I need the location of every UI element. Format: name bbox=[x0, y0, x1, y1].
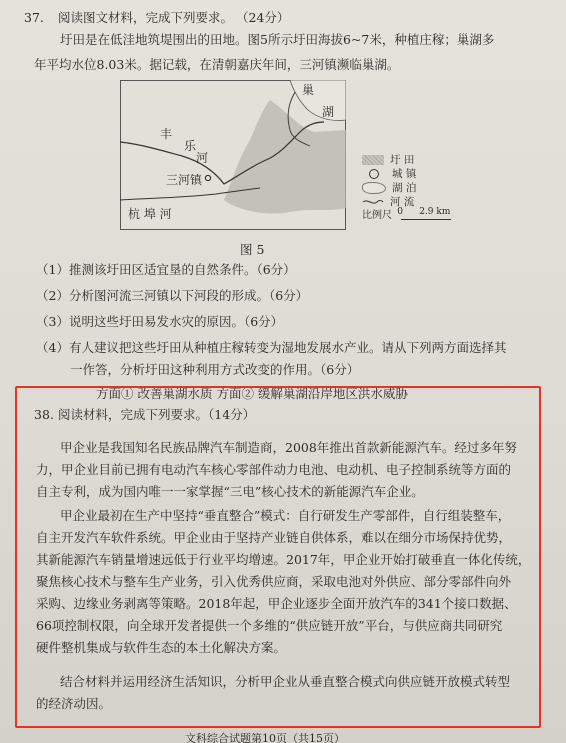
page-footer: 文科综合试题第10页（共15页） bbox=[185, 732, 345, 743]
q37-number: 37. bbox=[24, 10, 44, 25]
map-label-town: 三河镇 bbox=[166, 173, 203, 187]
map-label-river-3: 河 bbox=[196, 151, 209, 165]
q38-title: 阅读材料，完成下列要求。（14分） bbox=[58, 407, 256, 422]
q37-question-4b: 一作答，分析圩田这种利用方式改变的作用。（6分） bbox=[70, 362, 360, 377]
q38-line-11: 结合材料并运用经济生活知识，分析甲企业从垂直整合模式向供应链开放模式转型 bbox=[60, 674, 511, 689]
town-circle-icon bbox=[369, 169, 379, 179]
q38-line-1: 甲企业是我国知名民族品牌汽车制造商，2008年推出首款新能源汽车。经过多年努 bbox=[60, 440, 517, 455]
q37-options: 方面① 改善巢湖水质 方面② 缓解巢湖沿岸地区洪水威胁 bbox=[96, 386, 408, 401]
q38-line-5: 自主开发汽车软件系统。甲企业由于坚持产业链自供体系，难以在细分市场保持优势， bbox=[36, 530, 512, 545]
q38-line-8: 采购、边缘业务剥离等策略。2018年起，甲企业逐步全面开放汽车的341个接口数据、 bbox=[36, 596, 517, 611]
legend-river: 河 流 bbox=[362, 194, 414, 209]
q38-line-2: 力，甲企业目前已拥有电动汽车核心零部件动力电池、电动机、电子控制系统等方面的 bbox=[36, 462, 512, 477]
river-line-icon bbox=[362, 197, 384, 207]
map-label-lake-2: 湖 bbox=[322, 105, 335, 119]
lake-outline-icon bbox=[362, 182, 386, 194]
scale-value: 2.9 km bbox=[419, 206, 451, 217]
map-label-canal: 杭 埠 河 bbox=[128, 207, 172, 221]
q37-question-3: （3）说明这些圩田易发水灾的原因。（6分） bbox=[36, 314, 284, 329]
q37-points: （24分） bbox=[236, 10, 290, 25]
q37-title: 阅读图文材料，完成下列要求。 bbox=[58, 10, 234, 25]
legend-lake: 湖 泊 bbox=[362, 180, 416, 195]
scale-bar bbox=[395, 206, 455, 223]
q37-intro-line-1: 圩田是在低洼地筑堤围出的田地。图5所示圩田海拔6~7米，种植庄稼；巢湖多 bbox=[60, 32, 495, 47]
scale-zero: 0 bbox=[397, 206, 403, 217]
map-label-river-2: 乐 bbox=[184, 139, 197, 153]
figure-caption: 图 5 bbox=[240, 242, 265, 257]
q38-line-12: 的经济动因。 bbox=[36, 696, 112, 711]
q38-line-4: 甲企业最初在生产中坚持“垂直整合”模式：自行研发生产零部件，自行组装整车， bbox=[60, 508, 511, 523]
q37-intro-line-2: 年平均水位8.03米。据记载，在清朝嘉庆年间，三河镇濒临巢湖。 bbox=[34, 57, 400, 72]
q38-line-7: 聚焦核心技术与整车生产业务，引入优秀供应商，采取电池对外供应、部分零部件向外 bbox=[36, 574, 512, 589]
map-label-lake-1: 巢 bbox=[302, 83, 315, 97]
map-label-river-1: 丰 bbox=[160, 127, 173, 141]
q38-number: 38. bbox=[34, 407, 54, 422]
scale-line bbox=[401, 219, 451, 220]
polder-hatch-icon bbox=[362, 155, 384, 165]
q38-line-6: 其新能源汽车销量增速远低于行业平均增速。2017年，甲企业开始打破垂直一体化传统， bbox=[36, 552, 531, 567]
q38-line-9: 66项控制权限，向全球开发者提供一个多维的“供应链开放”平台，与供应商共同研究 bbox=[36, 618, 503, 633]
q38-line-10: 硬件整机集成与软件生态的本土化解决方案。 bbox=[36, 640, 287, 655]
q37-question-2: （2）分析图河流三河镇以下河段的形成。（6分） bbox=[36, 288, 309, 303]
q37-question-4a: （4）有人建议把这些圩田从种植庄稼转变为湿地发展水产业。请从下列两方面选择其 bbox=[36, 340, 507, 355]
q37-question-1: （1）推测该圩田区适宜垦的自然条件。（6分） bbox=[36, 262, 296, 277]
scale-label: 比例尺 bbox=[362, 210, 392, 221]
legend-polder: 圩 田 bbox=[362, 152, 414, 167]
q38-line-3: 自主专利，成为国内唯一一家掌握“三电”核心技术的新能源汽车企业。 bbox=[36, 484, 424, 499]
legend-town: 城 镇 bbox=[362, 166, 416, 181]
map-scale bbox=[362, 206, 455, 223]
